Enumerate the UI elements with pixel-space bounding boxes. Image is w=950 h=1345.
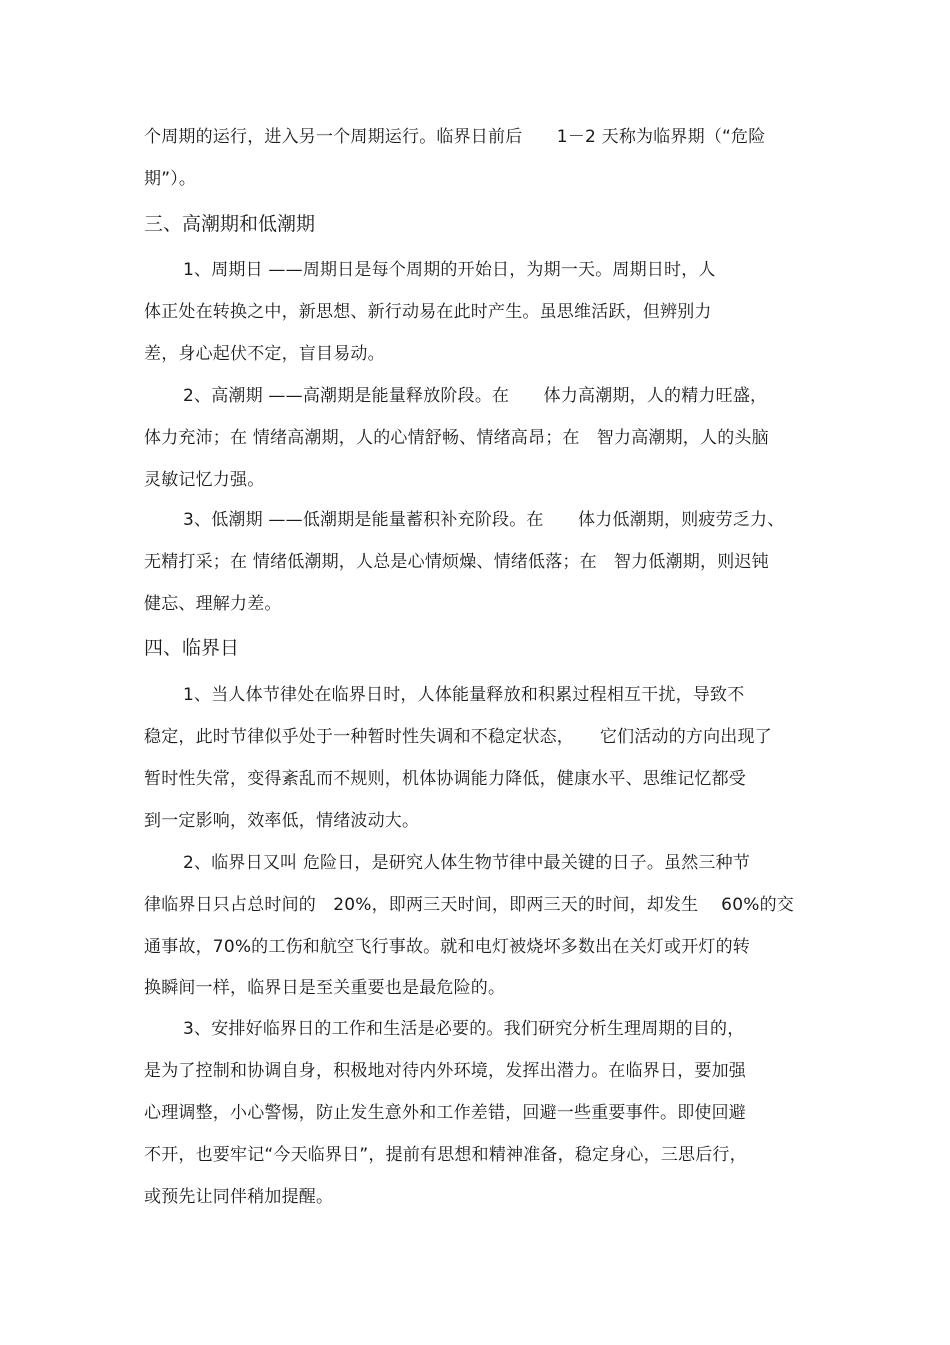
paragraph-line: 差，身心起伏不定，盲目易动。 xyxy=(144,344,385,364)
paragraph-line: 灵敏记忆力强。 xyxy=(144,470,265,490)
paragraph-line: 到一定影响，效率低，情绪波动大。 xyxy=(144,811,420,831)
section-heading: 三、高潮期和低潮期 xyxy=(144,213,316,235)
paragraph-line: 律临界日只占总时间的 20%，即两三天时间，即两三天的时间，却发生 60%的交 xyxy=(144,895,794,915)
paragraph-line: 通事故，70%的工伤和航空飞行事故。就和电灯被烧坏多数出在关灯或开灯的转 xyxy=(144,937,750,957)
paragraph-line: 换瞬间一样，临界日是至关重要也是最危险的。 xyxy=(144,978,506,998)
paragraph-line: 稳定，此时节律似乎处于一种暂时性失调和不稳定状态， 它们活动的方向出现了 xyxy=(144,727,772,747)
paragraph-line: 3、低潮期 ——低潮期是能量蓄积补充阶段。在 体力低潮期，则疲劳乏力、 xyxy=(183,510,785,530)
paragraph-line: 1、周期日 ——周期日是每个周期的开始日，为期一天。周期日时，人 xyxy=(183,260,716,280)
paragraph-line: 2、高潮期 ——高潮期是能量释放阶段。在 体力高潮期，人的精力旺盛， xyxy=(183,386,768,406)
paragraph-line: 或预先让同伴稍加提醒。 xyxy=(144,1187,334,1207)
section-heading: 四、临界日 xyxy=(144,637,240,659)
paragraph-line: 体正处在转换之中，新思想、新行动易在此时产生。虽思维活跃，但辨别力 xyxy=(144,302,712,322)
paragraph-line: 是为了控制和协调自身，积极地对待内外环境，发挥出潜力。在临界日，要加强 xyxy=(144,1061,746,1081)
paragraph-line: 不开，也要牢记“今天临界日”，提前有思想和精神准备，稳定身心，三思后行， xyxy=(144,1145,747,1165)
paragraph-line: 2、临界日又叫 危险日，是研究人体生物节律中最关键的日子。虽然三种节 xyxy=(183,853,751,873)
paragraph-line: 体力充沛；在 情绪高潮期，人的心情舒畅、情绪高昂；在 智力高潮期，人的头脑 xyxy=(144,428,769,448)
paragraph-line: 无精打采；在 情绪低潮期，人总是心情烦燥、情绪低落；在 智力低潮期，则迟钝 xyxy=(144,552,769,572)
paragraph-line: 3、安排好临界日的工作和生活是必要的。我们研究分析生理周期的目的， xyxy=(183,1019,745,1039)
paragraph-line: 个周期的运行，进入另一个周期运行。临界日前后 1－2 天称为临界期（“危险 xyxy=(144,127,766,147)
paragraph-line: 暂时性失常，变得紊乱而不规则，机体协调能力降低，健康水平、思维记忆都受 xyxy=(144,769,746,789)
paragraph-line: 1、当人体节律处在临界日时，人体能量释放和积累过程相互干扰，导致不 xyxy=(183,685,745,705)
paragraph-line: 心理调整，小心警惕，防止发生意外和工作差错，回避一些重要事件。即使回避 xyxy=(144,1103,746,1123)
paragraph-line: 期”）。 xyxy=(144,169,197,189)
paragraph-line: 健忘、理解力差。 xyxy=(144,594,282,614)
